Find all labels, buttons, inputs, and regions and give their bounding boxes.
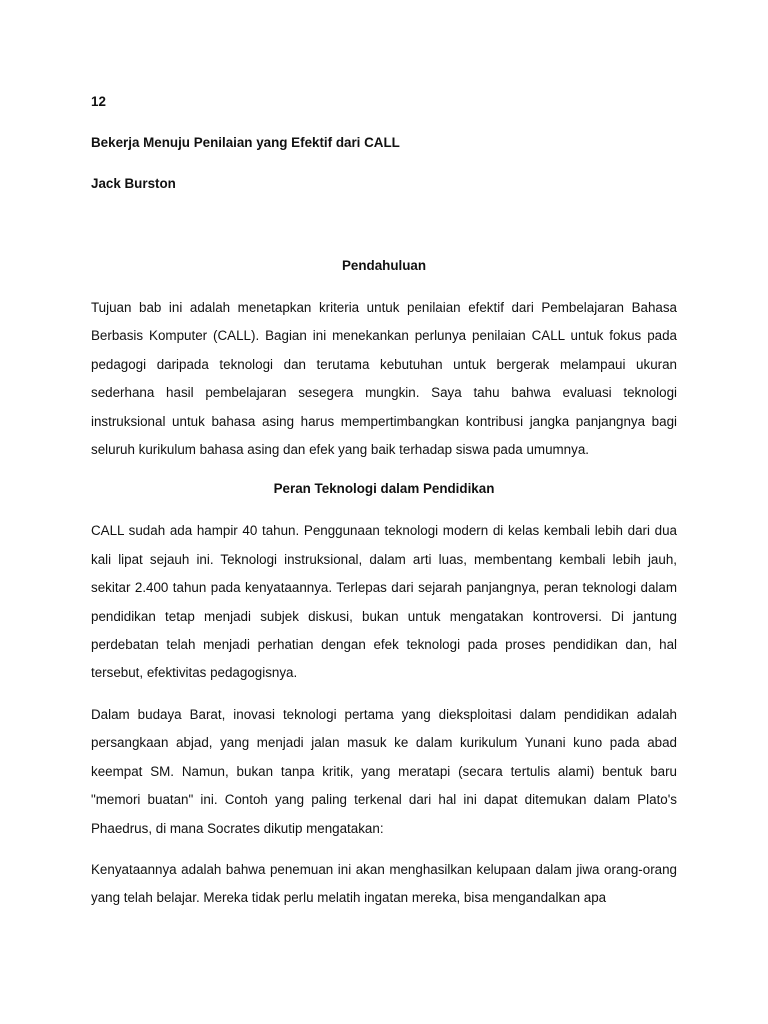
section-heading: Peran Teknologi dalam Pendidikan	[273, 481, 495, 497]
document-title: Bekerja Menuju Penilaian yang Efektif dari CALL	[91, 135, 400, 150]
paragraph: CALL sudah ada hampir 40 tahun. Penggunaan teknologi modern di kelas kembali lebih dari dua kali lipat sejauh ini. Teknologi instruksional, dalam arti luas, membentang kembali lebih jauh, sekitar 2.400 tahun pada kenyataannya. Terlepas dari sejarah panjangnya, peran teknologi dalam pendidikan tetap menjadi subjek diskusi, bukan untuk mengatakan kontroversi. Di jantung perdebatan telah menjadi perhatian dengan efek teknologi pada proses pendidikan dan, hal tersebut, efektivitas pedagogisnya.	[91, 523, 677, 681]
section-heading: Pendahuluan	[341, 258, 427, 273]
document-body	[91, 90, 677, 913]
section-introduction	[91, 254, 677, 464]
author-name: Jack Burston	[91, 176, 176, 191]
paragraph: Tujuan bab ini adalah menetapkan kriteria untuk penilaian efektif dari Pembelajaran Bahasa Berbasis Komputer (CALL). Bagian ini menekankan perlunya penilaian CALL untuk fokus pada pedagogi daripada teknologi dan terutama kebutuhan untuk bergerak melampaui ukuran sederhana hasil pembelajaran sesegera mungkin. Saya tahu bahwa evaluasi teknologi instruksional untuk bahasa asing harus mempertimbangkan kontribusi jangka panjangnya bagi seluruh kurikulum bahasa asing dan efek yang baik terhadap siswa pada umumnya.	[91, 300, 677, 458]
section-technology-role	[91, 477, 677, 912]
paragraph: Dalam budaya Barat, inovasi teknologi pertama yang dieksploitasi dalam pendidikan adalah persangkaan abjad, yang menjadi jalan masuk ke dalam kurikulum Yunani kuno pada abad keempat SM. Namun, bukan tanpa kritik, yang meratapi (secara tertulis alami) bentuk baru "memori buatan" ini. Contoh yang paling terkenal dari hal ini dapat ditemukan dalam Plato's Phaedrus, di mana Socrates dikutip mengatakan:	[91, 706, 677, 836]
quote-paragraph: Kenyataannya adalah bahwa penemuan ini akan menghasilkan kelupaan dalam jiwa orang-orang yang telah belajar. Mereka tidak perlu melatih ingatan mereka, bisa mengandalkan apa	[91, 861, 677, 906]
chapter-number: 12	[91, 94, 106, 109]
